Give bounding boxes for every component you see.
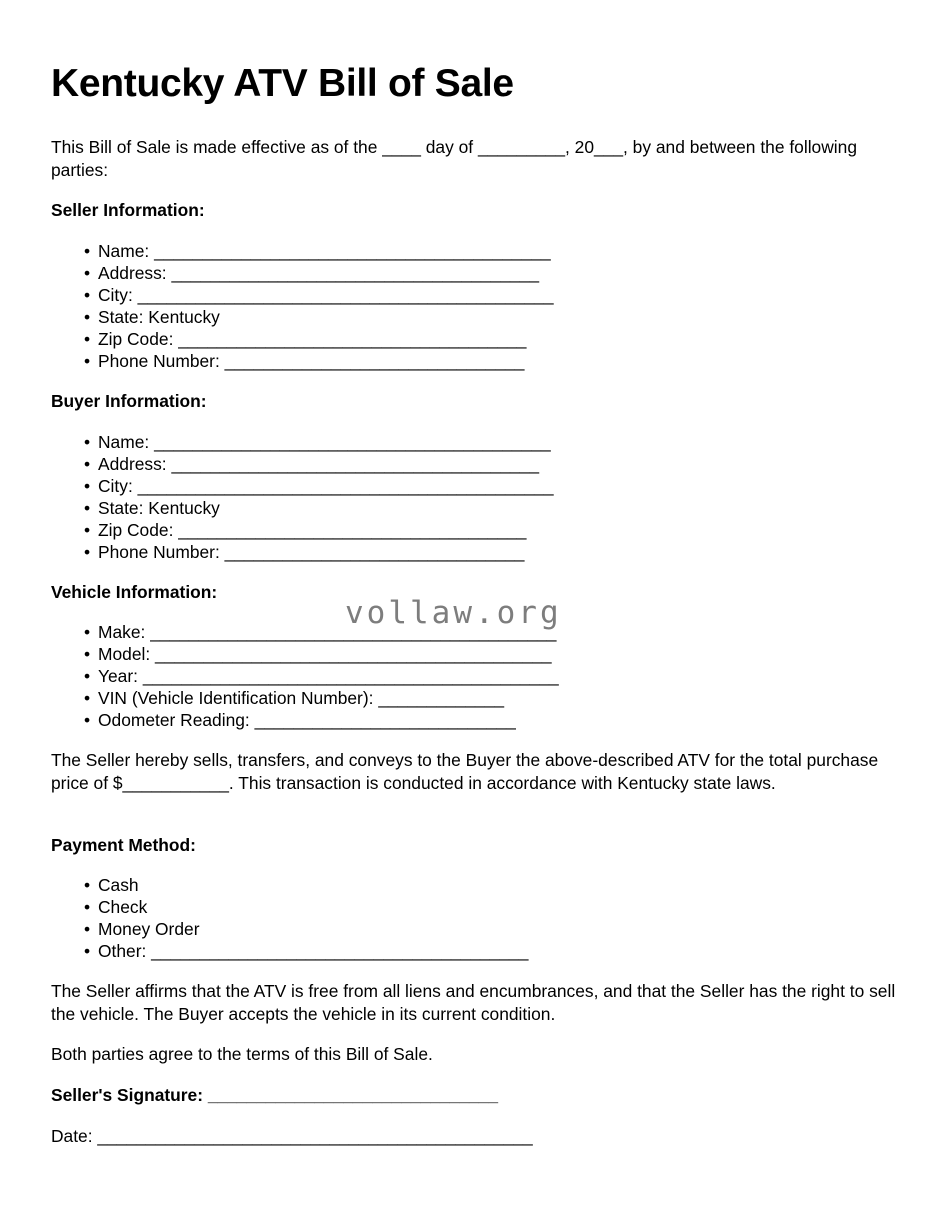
field-blank[interactable]: ____________________________________ — [178, 329, 527, 349]
seller-signature-label: Seller's Signature: — [51, 1085, 204, 1105]
field-label: State: — [98, 307, 144, 327]
field-blank[interactable]: _________________________________________ — [154, 432, 551, 452]
field-label: Zip Code: — [98, 329, 174, 349]
date-blank[interactable]: _____________________________________________ — [97, 1126, 533, 1146]
field-blank[interactable]: ___________________________________________ — [142, 666, 559, 686]
page-title: Kentucky ATV Bill of Sale — [51, 62, 514, 105]
field-value: Kentucky — [148, 307, 220, 327]
intro-paragraph: This Bill of Sale is made effective as of the ____ day of _________, 20___, by and between the following parties: — [51, 137, 857, 180]
list-item — [51, 497, 554, 519]
date-label: Date: — [51, 1126, 93, 1146]
list-item — [51, 940, 528, 962]
field-label: Make: — [98, 622, 146, 642]
seller-signature-blank[interactable]: ______________________________ — [207, 1085, 499, 1105]
buyer-section-heading: Buyer Information: — [51, 391, 207, 411]
field-blank[interactable]: _____________ — [378, 688, 505, 708]
field-blank[interactable]: _________________________________________ — [154, 241, 551, 261]
field-label: Zip Code: — [98, 520, 174, 540]
field-blank[interactable]: _________________________________________ — [155, 644, 552, 664]
field-blank[interactable]: ___________________________________________ — [137, 476, 554, 496]
field-label: VIN (Vehicle Identification Number): — [98, 688, 374, 708]
list-item — [51, 453, 554, 475]
list-item — [51, 240, 554, 262]
field-blank[interactable]: ______________________________________ — [171, 263, 540, 283]
list-item — [51, 350, 554, 372]
payment-option-label: Check — [98, 897, 148, 917]
list-item — [51, 709, 559, 731]
watermark: vollaw.org — [345, 595, 562, 631]
field-blank[interactable]: _______________________________________ — [151, 941, 529, 961]
field-blank[interactable]: ______________________________________ — [171, 454, 540, 474]
list-item — [51, 918, 528, 940]
field-blank[interactable]: ___________________________________________ — [137, 285, 554, 305]
field-label: City: — [98, 476, 133, 496]
seller-fields-list — [51, 240, 554, 372]
field-label: Address: — [98, 263, 167, 283]
seller-section-heading: Seller Information: — [51, 200, 205, 220]
payment-option-label: Money Order — [98, 919, 200, 939]
list-item — [51, 519, 554, 541]
list-item — [51, 665, 559, 687]
list-item — [51, 262, 554, 284]
vehicle-fields-list — [51, 621, 559, 731]
field-label: Phone Number: — [98, 351, 220, 371]
field-blank[interactable]: _______________________________ — [224, 351, 525, 371]
list-item — [51, 306, 554, 328]
field-blank[interactable]: ___________________________ — [254, 710, 516, 730]
field-blank[interactable]: __________________________________________ — [150, 622, 557, 642]
field-value: Kentucky — [148, 498, 220, 518]
list-item — [51, 874, 528, 896]
payment-options-list — [51, 874, 528, 962]
field-label: Name: — [98, 432, 150, 452]
list-item — [51, 284, 554, 306]
list-item — [51, 896, 528, 918]
vehicle-section-heading: Vehicle Information: — [51, 582, 218, 602]
list-item — [51, 643, 559, 665]
list-item — [51, 687, 559, 709]
payment-section-heading: Payment Method: — [51, 835, 196, 855]
list-item — [51, 541, 554, 563]
field-label: Name: — [98, 241, 150, 261]
seller-signature-line — [51, 1084, 498, 1106]
field-label: Address: — [98, 454, 167, 474]
field-label: Phone Number: — [98, 542, 220, 562]
field-blank[interactable]: ____________________________________ — [178, 520, 527, 540]
list-item — [51, 431, 554, 453]
field-blank[interactable]: _______________________________ — [224, 542, 525, 562]
list-item — [51, 475, 554, 497]
payment-option-label: Other: — [98, 941, 147, 961]
affirmation-paragraph: The Seller affirms that the ATV is free from all liens and encumbrances, and that the Seller has the right to sell the vehicle. The Buyer accepts the vehicle in its current condition. — [51, 981, 896, 1024]
date-line — [51, 1125, 533, 1148]
field-label: State: — [98, 498, 144, 518]
agreement-paragraph: Both parties agree to the terms of this Bill of Sale. — [51, 1044, 433, 1064]
list-item — [51, 328, 554, 350]
sale-clause-paragraph: The Seller hereby sells, transfers, and conveys to the Buyer the above-described ATV for the total purchase price of $___________. This transaction is conducted in accordance with Kentucky state laws. — [51, 750, 879, 793]
field-label: Odometer Reading: — [98, 710, 250, 730]
buyer-fields-list — [51, 431, 554, 563]
payment-option-label: Cash — [98, 875, 139, 895]
field-label: City: — [98, 285, 133, 305]
field-label: Model: — [98, 644, 151, 664]
field-label: Year: — [98, 666, 138, 686]
